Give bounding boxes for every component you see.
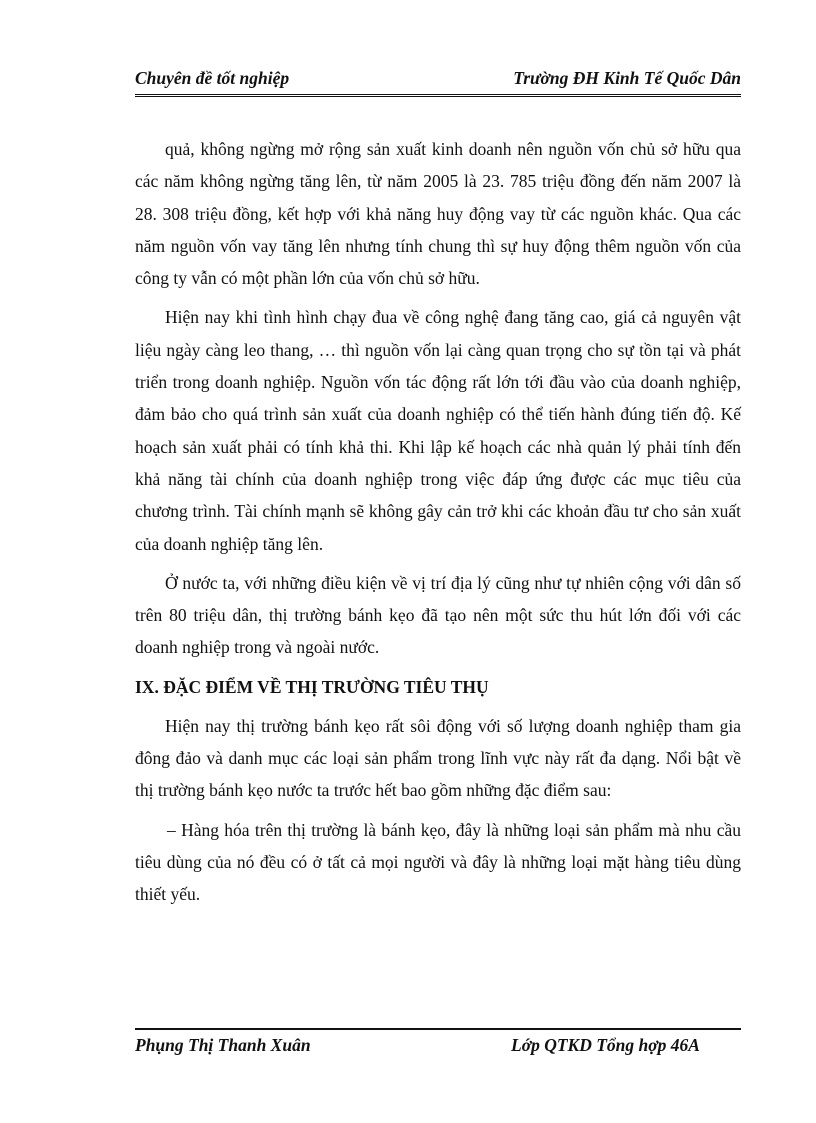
header-document-type: Chuyên đề tốt nghiệp xyxy=(135,68,290,88)
section-heading-market-characteristics: IX. ĐẶC ĐIỂM VỀ THỊ TRƯỜNG TIÊU THỤ xyxy=(135,676,489,697)
list-item-essential-goods: – Hàng hóa trên thị trường là bánh kẹo, đây là những loại sản phẩm mà nhu cầu tiêu dùng của nó đều có ở tất cả mọi người và đây là những loại mặt hàng tiêu dùng thiết yếu. xyxy=(135,819,741,905)
footer-author-name: Phụng Thị Thanh Xuân xyxy=(135,1035,311,1055)
paragraph-equity-growth: quả, không ngừng mở rộng sản xuất kinh doanh nên nguồn vốn chủ sở hữu qua các năm không ngừng tăng lên, từ năm 2005 là 23. 785 triệu đồng đến năm 2007 là 28. 308 triệu đồng, kết hợp với khả năng huy động vay từ các nguồn khác. Qua các năm nguồn vốn vay tăng lên nhưng tính chung thì sự huy động thêm nguồn vốn của công ty vẫn có một phần lớn của vốn chủ sở hữu. xyxy=(135,139,741,289)
header-university-name: Trường ĐH Kinh Tế Quốc Dân xyxy=(513,68,741,88)
page-header xyxy=(135,66,741,97)
page-footer xyxy=(135,1028,741,1064)
paragraph-market-overview: Hiện nay thị trường bánh kẹo rất sôi động với số lượng doanh nghiệp tham gia đông đảo và danh mục các loại sản phẩm trong lĩnh vực này rất đa dạng. Nổi bật về thị trường bánh kẹo nước ta trước hết bao gồm những đặc điểm sau: xyxy=(135,715,741,801)
document-body xyxy=(135,133,741,918)
footer-class-name: Lớp QTKD Tổng hợp 46A xyxy=(511,1035,700,1055)
paragraph-market-attraction: Ở nước ta, với những điều kiện về vị trí địa lý cũng như tự nhiên cộng với dân số trên 80 triệu dân, thị trường bánh kẹo đã tạo nên một sức thu hút lớn đối với các doanh nghiệp trong và ngoài nước. xyxy=(135,572,741,658)
paragraph-capital-importance: Hiện nay khi tình hình chạy đua về công nghệ đang tăng cao, giá cả nguyên vật liệu ngày càng leo thang, … thì nguồn vốn lại càng quan trọng cho sự tồn tại và phát triển trong doanh nghiệp. Nguồn vốn tác động rất lớn tới đầu vào của doanh nghiệp, đảm bảo cho quá trình sản xuất của doanh nghiệp có thể tiến hành đúng tiến độ. Kế hoạch sản xuất phải có tính khả thi. Khi lập kế hoạch các nhà quản lý phải tính đến khả năng tài chính của doanh nghiệp trong việc đáp ứng được các mục tiêu của chương trình. Tài chính mạnh sẽ không gây cản trở khi các khoản đầu tư cho sản xuất của doanh nghiệp tăng lên. xyxy=(135,307,741,554)
